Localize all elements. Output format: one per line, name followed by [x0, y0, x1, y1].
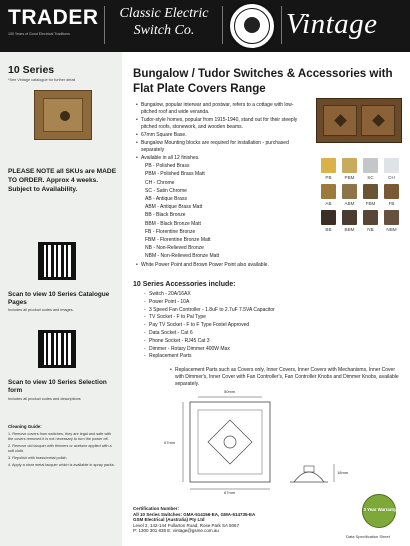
- header-divider: [104, 6, 105, 44]
- dimension-top: 50mm: [224, 389, 236, 394]
- warranty-badge-icon: [362, 494, 396, 528]
- finish-code: FBM: [365, 201, 376, 206]
- list-item: AB - Antique Brass: [145, 195, 187, 202]
- list-item: PB - Polished Brass: [145, 163, 190, 170]
- list-item: 3. Repolish with brass/metal polish: [8, 456, 67, 460]
- finish-swatch-nb: [363, 210, 378, 225]
- list-item: NBM - Non-Relieved Bronze Matt: [145, 253, 220, 260]
- replacement-note: • Replacement Parts such as Covers only, Inner Covers, Inner Covers with Mechanisms, Inner Cover with Dimmer's, Inner Cover with Fan Controller's, Fan Controller Knobs and Dimmer Knobs, available separately.: [170, 367, 402, 387]
- dimension-bottom: 67mm: [224, 490, 236, 495]
- company-contact[interactable]: P: 1300 301 838 E: vintage@gsme.com.au: [133, 528, 219, 534]
- accessories-title: 10 Series Accessories include:: [133, 281, 236, 288]
- trader-logo: TRADER: [8, 6, 99, 29]
- certification-block: [133, 506, 353, 534]
- list-item: - Pay TV Socket - F to F Type Foxtel Approved: [144, 322, 402, 329]
- list-item: 4. Apply a clear metal lacquer which is available in spray packs.: [8, 463, 115, 467]
- accessories-list: [144, 291, 402, 361]
- finish-code: NB: [367, 227, 374, 232]
- selection-qr-title: Scan to view 10 Series Selection form: [8, 379, 107, 394]
- list-item: ABM - Antique Brass Matt: [145, 204, 203, 211]
- brand-name: Classic Electric Switch Co.: [119, 6, 209, 38]
- dimension-left: 67mm: [164, 440, 176, 445]
- left-sidebar: [0, 52, 122, 546]
- list-item: • Bungalow Mounting blocks are required for installation - purchased separately: [136, 140, 306, 153]
- finish-swatch-sc: [363, 158, 378, 173]
- list-item: PBM - Polished Brass Matt: [145, 171, 205, 178]
- cleaning-guide-list: [8, 432, 116, 470]
- finish-swatch-fb: [384, 184, 399, 199]
- trader-tagline: 100 Years of Good Electrical Traditions: [8, 32, 70, 36]
- list-item: - 3 Speed Fan Controller - 1.8uF to 2.7uF 7.5VA Capacitor: [144, 307, 402, 314]
- list-item: - Power Point - 10A: [144, 299, 402, 306]
- technical-drawing: [150, 389, 408, 496]
- finish-swatch-pbm: [342, 158, 357, 173]
- finish-swatch-abm: [342, 184, 357, 199]
- finish-code: ABM: [344, 201, 355, 206]
- list-item: • Available in all 12 finishes.: [136, 155, 306, 162]
- finish-code: BB: [325, 227, 332, 232]
- catalogue-qr-note: Includes all product codes and images.: [8, 308, 74, 312]
- finish-swatch-bbm: [342, 210, 357, 225]
- list-item: BB - Black Bronze: [145, 212, 186, 219]
- company-address: Level 2, 142-144 Fullarton Road, Rose Park SA 5067: [133, 522, 240, 528]
- finish-swatch-fbm: [363, 184, 378, 199]
- finish-swatch-nbm: [384, 210, 399, 225]
- collection-title: Vintage: [286, 8, 378, 40]
- catalogue-qr-title: Scan to view 10 Series Catalogue Pages: [8, 291, 110, 306]
- qr-code-icon[interactable]: [38, 242, 76, 280]
- sheet-label: Data Specification Sheet: [346, 534, 390, 539]
- list-item: - Dimmer - Rotary Dimmer 400W Max: [144, 346, 402, 353]
- finish-swatch-bb: [321, 210, 336, 225]
- list-item: 1. Remove covers from switches, they are legal and safe with the covers removed it is not necessary to turn the power off.: [8, 432, 112, 441]
- list-item: FB - Florentine Bronze: [145, 228, 196, 235]
- warranty-badge-text: 3 Year Warranty: [363, 507, 397, 512]
- series-note: *See Vintage catalogue for further detail: [8, 78, 76, 82]
- page-title: Bungalow / Tudor Switches & Accessories with Flat Plate Covers Range: [133, 67, 393, 95]
- dimension-right: 18mm: [337, 470, 349, 475]
- order-notice: PLEASE NOTE all SKUs are MADE TO ORDER. Approx 4 weeks. Subject to Availability.: [8, 168, 117, 193]
- product-image: [34, 90, 92, 140]
- list-item: SC - Satin Chrome: [145, 187, 187, 194]
- list-item: - Replacement Parts: [144, 353, 402, 360]
- finish-swatch-ab: [321, 184, 336, 199]
- selection-qr-note: Includes all product codes and descriptions: [8, 397, 81, 401]
- series-title: 10 Series: [8, 64, 55, 76]
- list-item: - Data Socket - Cat 6: [144, 330, 402, 337]
- header-bar: [0, 0, 410, 52]
- list-item: • Tudor-style homes, popular from 1915-1940, stand out for their steeply pitched roofs, stonework, and wooden beams.: [136, 117, 306, 130]
- list-item: - Switch - 20A/16AX: [144, 291, 402, 298]
- finish-code: BBM: [344, 227, 355, 232]
- qr-code-icon[interactable]: [38, 330, 76, 368]
- finish-code: NBM: [386, 227, 397, 232]
- list-item: • 67mm Square Base.: [136, 132, 306, 139]
- company-name: GSM Electrical (Australia) Pty Ltd: [133, 517, 205, 523]
- list-item: 2. Remove old lacquer with thinners or acetone applied with a soft cloth.: [8, 444, 112, 453]
- intro-list: [136, 102, 306, 270]
- double-plate-image: [316, 98, 402, 143]
- finish-code: SC: [367, 175, 374, 180]
- list-item: FBM - Florentine Bronze Matt: [145, 236, 211, 243]
- list-item: CH - Chrome: [145, 179, 175, 186]
- list-item: BBM - Black Bronze Matt: [145, 220, 201, 227]
- dimension-diagram: [150, 392, 408, 496]
- finish-code: AB: [325, 201, 332, 206]
- list-item: • Bungalow, popular interwar and postwar, refers to a cottage with low-pitched roof and wide veranda.: [136, 102, 306, 115]
- cert-number: All 10 Series Switches: GMA-514156-EA, GMA-514735-EA: [133, 511, 256, 517]
- finish-code: PB: [325, 175, 332, 180]
- list-item: NB - Non-Relieved Bronze: [145, 245, 204, 252]
- cert-label: Certification Number:: [133, 506, 180, 511]
- header-divider: [281, 6, 282, 44]
- header-divider: [222, 6, 223, 44]
- finish-swatch-pb: [321, 158, 336, 173]
- finish-code: PBM: [344, 175, 355, 180]
- finish-code: CH: [388, 175, 395, 180]
- list-item: • White Power Point and Brown Power Point also available.: [136, 262, 306, 269]
- company-seal-icon: [228, 2, 276, 50]
- list-item: - Phone Socket - RJ45 Cat 3: [144, 338, 402, 345]
- finish-code: FB: [388, 201, 395, 206]
- finish-swatch-ch: [384, 158, 399, 173]
- cleaning-guide-title: Cleaning Guide:: [8, 424, 42, 429]
- list-item: - TV Socket - F to Pal Type: [144, 314, 402, 321]
